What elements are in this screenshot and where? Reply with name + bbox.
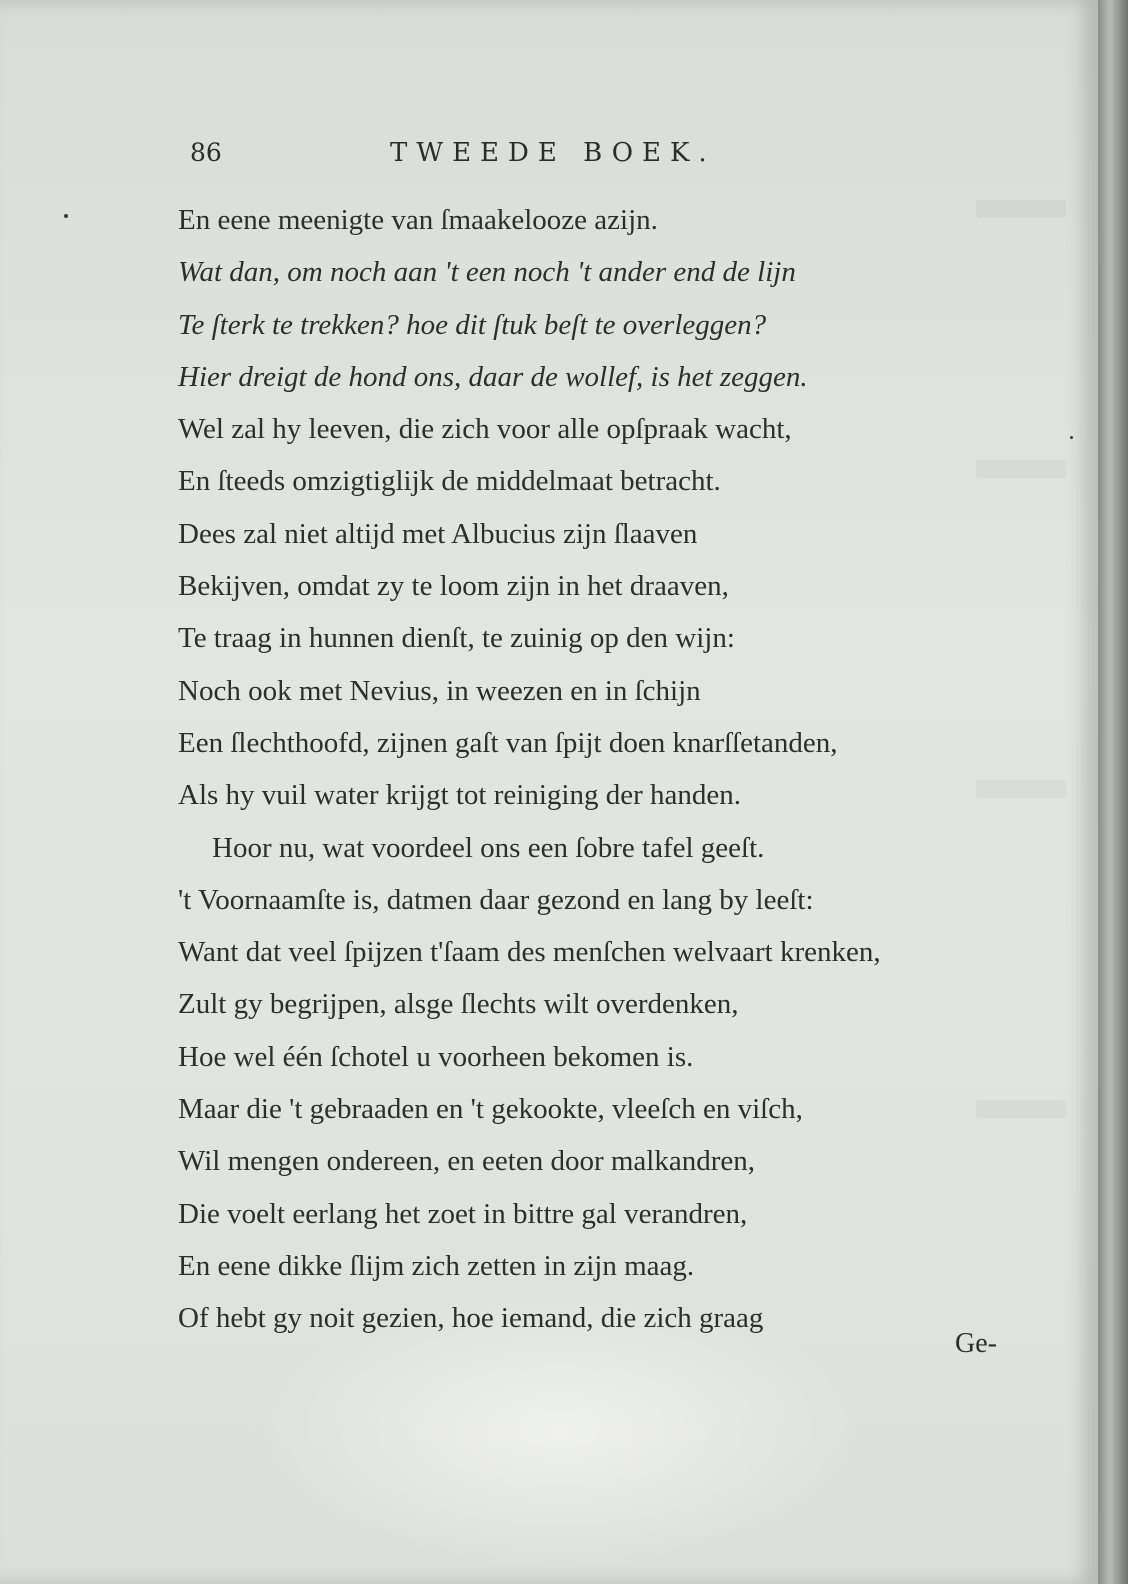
verse-line: Hoe wel één ſchotel u voorheen bekomen is. — [178, 1040, 694, 1073]
verse-line: Hoor nu, wat voordeel ons een ſobre tafel geeſt. — [212, 831, 765, 864]
verse-line: En eene dikke ſlijm zich zetten in zijn maag. — [178, 1249, 695, 1282]
verse-line: Of hebt gy noit gezien, hoe iemand, die zich graag — [178, 1302, 764, 1335]
verse-line: 't Voornaamſte is, datmen daar gezond en lang by leeſt: — [178, 883, 814, 916]
paper-speck — [1070, 436, 1073, 439]
running-head: TWEEDE BOEK. — [390, 138, 716, 168]
verse-line: Hier dreigt de hond ons, daar de wollef, is het zeggen. — [178, 360, 808, 393]
verse-line: Als hy vuil water krijgt tot reiniging der handen. — [178, 779, 741, 812]
verse-line: Wel zal hy leeven, die zich voor alle opſpraak wacht, — [178, 413, 792, 446]
verse-line: Zult gy begrijpen, alsge ſlechts wilt overdenken, — [178, 988, 739, 1021]
verse-line: En ſteeds omzigtiglijk de middelmaat betracht. — [178, 465, 721, 498]
page-header — [190, 138, 910, 178]
catchword: Ge- — [955, 1328, 997, 1359]
page-gutter-edge — [1098, 0, 1128, 1584]
verse-line: En eene meenigte van ſmaakelooze azijn. — [178, 204, 658, 236]
verse-line: Te ſterk te trekken? hoe dit ſtuk beſt te overleggen? — [178, 308, 767, 341]
verse-line: Die voelt eerlang het zoet in bittre gal verandren, — [178, 1197, 748, 1230]
verse-line: Te traag in hunnen dienſt, te zuinig op den wijn: — [178, 622, 735, 655]
verse-line: Wil mengen ondereen, en eeten door malkandren, — [178, 1145, 755, 1178]
verse-line: Een ſlechthoofd, zijnen gaſt van ſpijt doen knarſſetanden, — [178, 726, 838, 759]
verse-line: Noch ook met Nevius, in weezen en in ſchijn — [178, 674, 701, 707]
verse-line: Maar die 't gebraaden en 't gekookte, vleeſch en viſch, — [178, 1093, 803, 1126]
verse-line: Bekijven, omdat zy te loom zijn in het draaven, — [178, 570, 729, 603]
paper-speck — [64, 214, 68, 218]
verse-text — [178, 194, 1038, 1345]
verse-line: Want dat veel ſpijzen t'ſaam des menſchen welvaart krenken, — [178, 936, 881, 969]
page-number: 86 — [190, 138, 222, 167]
verse-line: Dees zal niet altijd met Albucius zijn ſlaaven — [178, 517, 698, 550]
verse-line: Wat dan, om noch aan 't een noch 't ander end de lijn — [178, 256, 796, 289]
